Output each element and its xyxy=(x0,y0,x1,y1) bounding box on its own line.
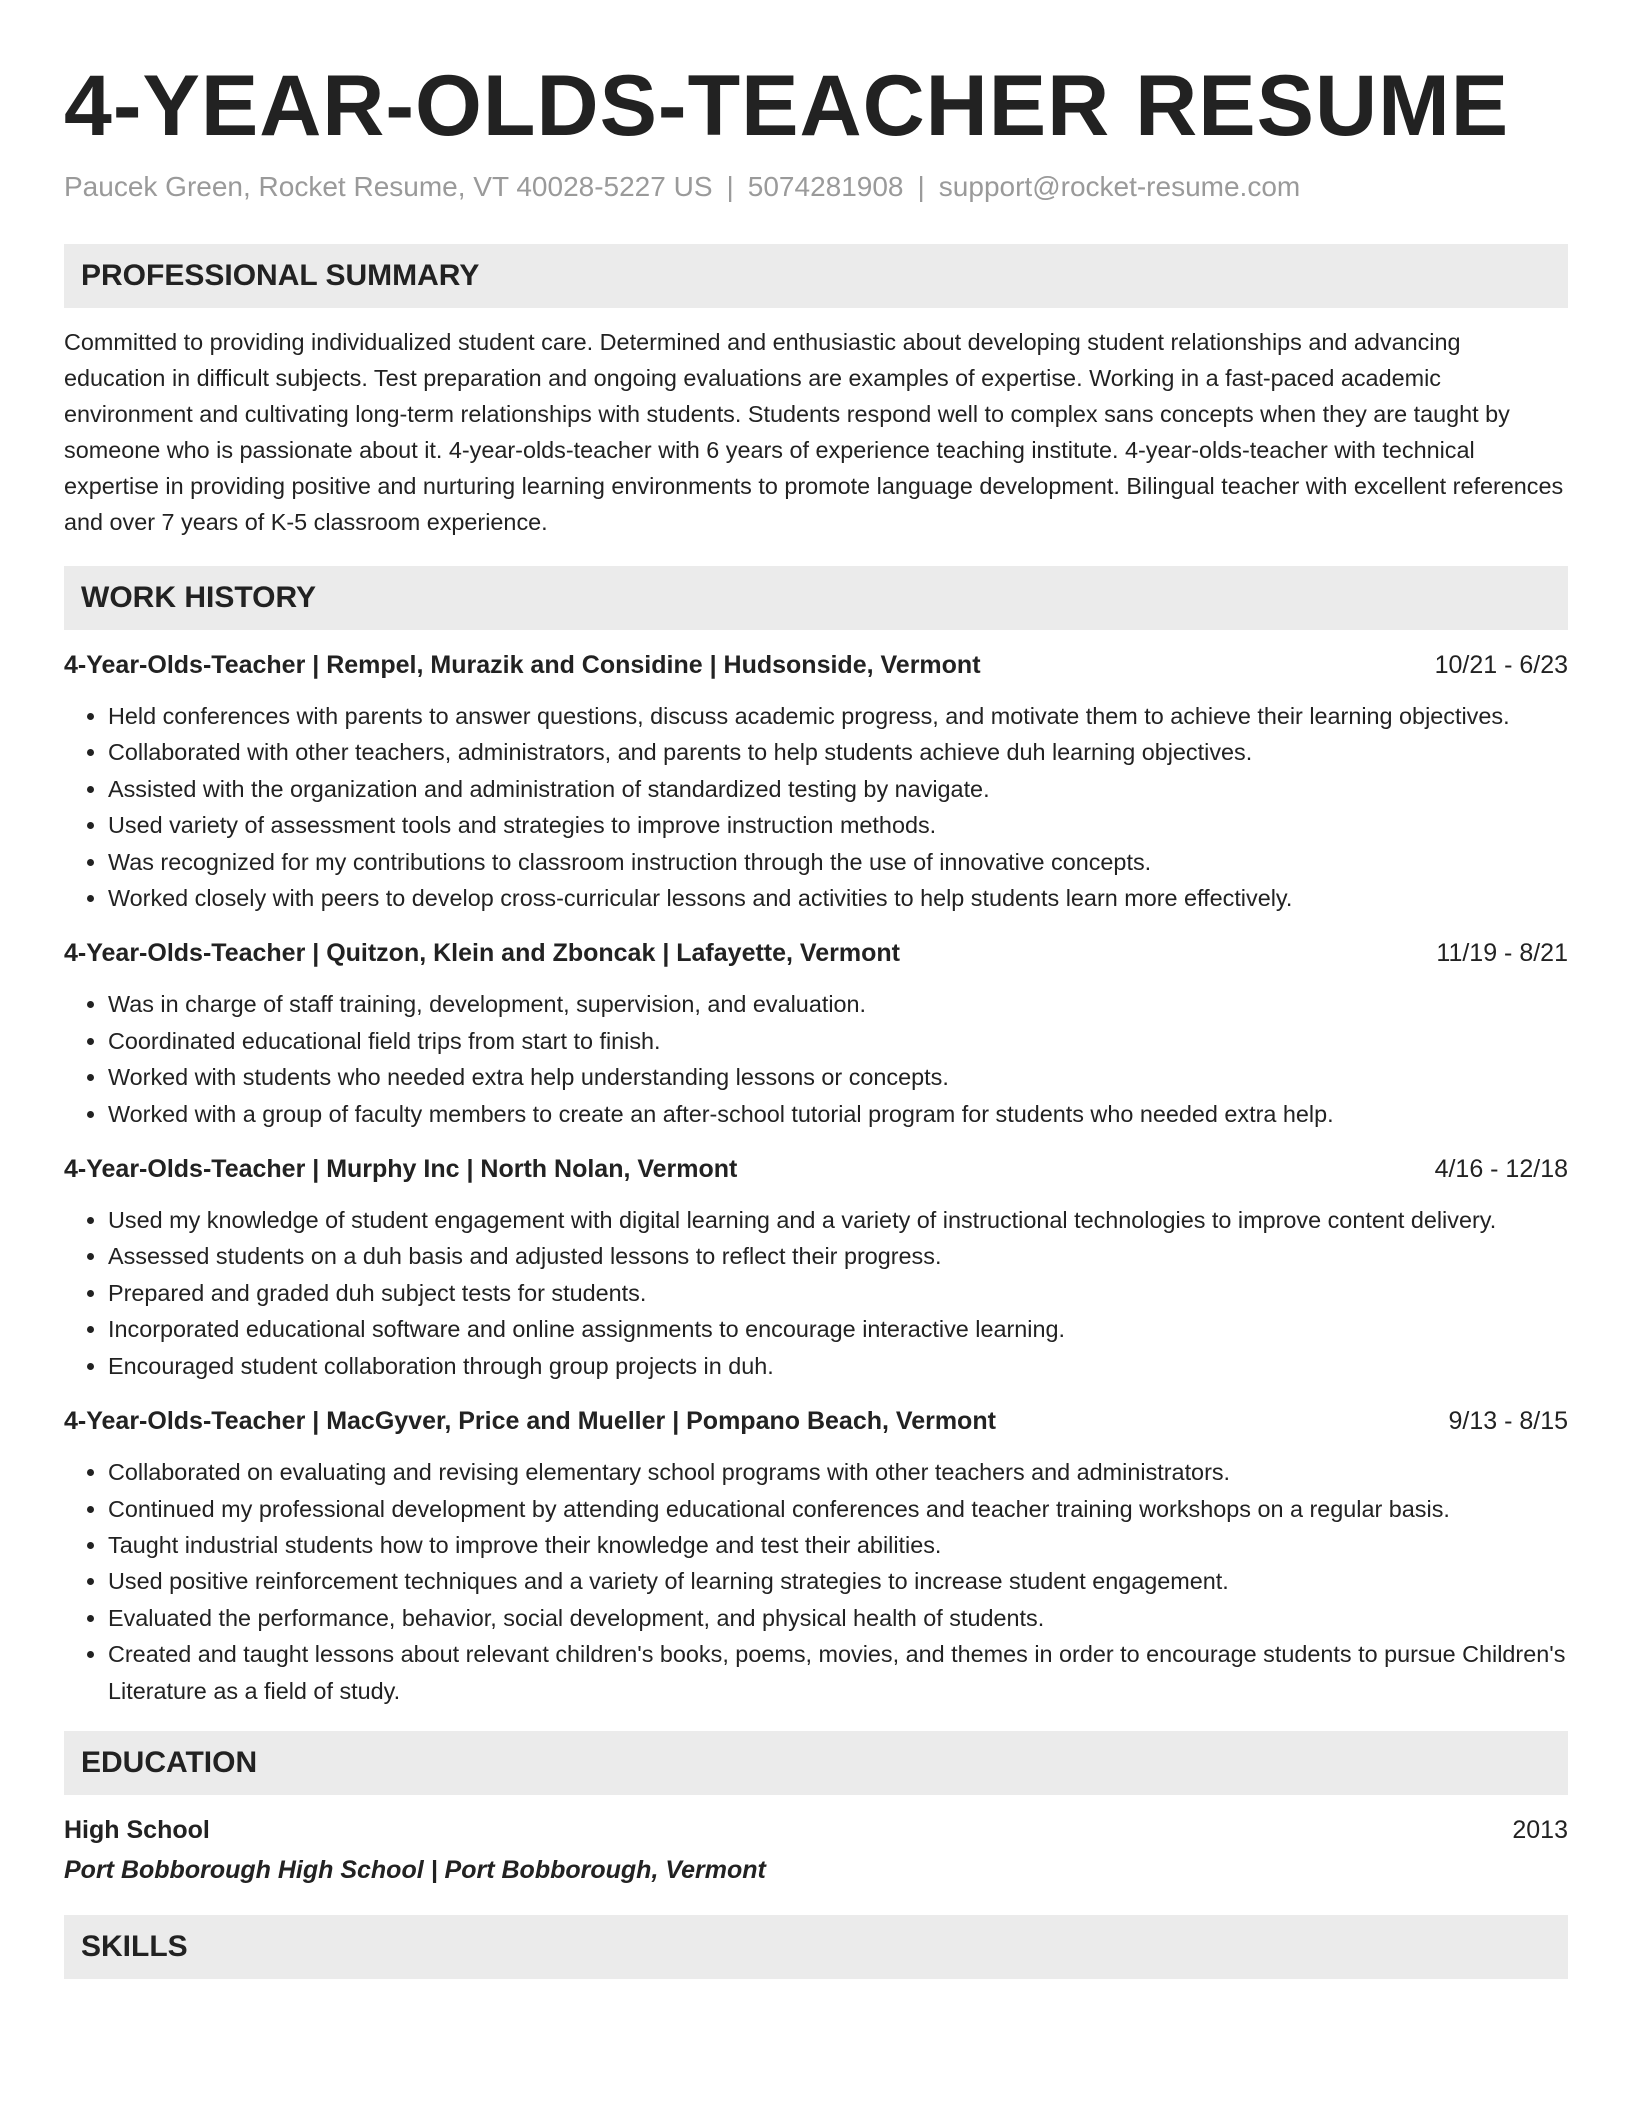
contact-phone: 5074281908 xyxy=(747,171,904,202)
bullet-item: • Continued my professional development by attending educational conferences and teacher training workshops on a regular basis. xyxy=(108,1491,1568,1527)
bullet-item: • Worked closely with peers to develop cross-curricular lessons and activities to help students learn more effectively. xyxy=(108,880,1568,916)
job-dates: 10/21 - 6/23 xyxy=(1434,651,1568,679)
bullet-item: • Taught industrial students how to improve their knowledge and test their abilities. xyxy=(108,1527,1568,1563)
bullet-item: • Incorporated educational software and online assignments to encourage interactive learning. xyxy=(108,1311,1568,1347)
bullet-item: • Collaborated on evaluating and revising elementary school programs with other teachers and administrators. xyxy=(108,1454,1568,1490)
education-year: 2013 xyxy=(1512,1815,1568,1844)
bullet-item: • Prepared and graded duh subject tests for students. xyxy=(108,1275,1568,1311)
job-title: 4-Year-Olds-Teacher | Quitzon, Klein and Zboncak | Lafayette, Vermont xyxy=(64,939,900,968)
bullet-item: • Was in charge of staff training, development, supervision, and evaluation. xyxy=(108,986,1568,1022)
bullet-item: • Was recognized for my contributions to classroom instruction through the use of innovative concepts. xyxy=(108,844,1568,880)
job-bullets xyxy=(64,1202,1568,1384)
section-heading: PROFESSIONAL SUMMARY xyxy=(81,259,480,292)
job-header xyxy=(64,936,1568,970)
contact-line xyxy=(64,170,1568,204)
bullet-item: • Worked with a group of faculty members to create an after-school tutorial program for students who needed extra help. xyxy=(108,1096,1568,1132)
contact-email: support@rocket-resume.com xyxy=(938,171,1301,202)
section-header-education xyxy=(64,1731,1568,1795)
contact-separator: | xyxy=(917,171,925,202)
resume-title: 4-YEAR-OLDS-TEACHER RESUME xyxy=(64,58,1510,154)
bullet-item: • Used variety of assessment tools and strategies to improve instruction methods. xyxy=(108,807,1568,843)
bullet-item: • Assisted with the organization and administration of standardized testing by navigate. xyxy=(108,771,1568,807)
section-heading: EDUCATION xyxy=(81,1745,258,1779)
job-entry xyxy=(64,648,1568,916)
section-heading: SKILLS xyxy=(81,1929,188,1963)
bullet-item: • Assessed students on a duh basis and adjusted lessons to reflect their progress. xyxy=(108,1238,1568,1274)
job-bullets xyxy=(64,1454,1568,1709)
job-bullets xyxy=(64,698,1568,916)
section-header-skills xyxy=(64,1915,1568,1979)
job-dates: 11/19 - 8/21 xyxy=(1436,939,1568,968)
bullet-item: • Used my knowledge of student engagement with digital learning and a variety of instructional technologies to improve content delivery. xyxy=(108,1202,1568,1238)
education-entry xyxy=(64,1813,1568,1887)
contact-address: Paucek Green, Rocket Resume, VT 40028-5227 US xyxy=(64,171,713,202)
job-header xyxy=(64,1404,1568,1438)
bullet-item: • Encouraged student collaboration through group projects in duh. xyxy=(108,1348,1568,1384)
bullet-item: • Collaborated with other teachers, administrators, and parents to help students achieve duh learning objectives. xyxy=(108,734,1568,770)
job-header xyxy=(64,1152,1568,1186)
job-title: 4-Year-Olds-Teacher | MacGyver, Price and Mueller | Pompano Beach, Vermont xyxy=(64,1407,996,1436)
job-title: 4-Year-Olds-Teacher | Rempel, Murazik and Considine | Hudsonside, Vermont xyxy=(64,651,981,679)
bullet-item: • Created and taught lessons about relevant children's books, poems, movies, and themes in order to encourage students to pursue Children's Literature as a field of study. xyxy=(108,1636,1568,1709)
job-entry xyxy=(64,1152,1568,1384)
bullet-item: • Used positive reinforcement techniques and a variety of learning strategies to increase student engagement. xyxy=(108,1563,1568,1599)
contact-separator: | xyxy=(726,171,734,202)
job-header xyxy=(64,648,1568,682)
bullet-item: • Worked with students who needed extra help understanding lessons or concepts. xyxy=(108,1059,1568,1095)
summary-text: Committed to providing individualized student care. Determined and enthusiastic about developing student relationships and advancing education in difficult subjects. Test preparation and ongoing evaluations are examples of expertise. Working in a fast-paced academic environment and cultivating long-term relationships with students. Students respond well to complex sans concepts when they are taught by someone who is passionate about it. 4-year-olds-teacher with 6 years of experience teaching institute. 4-year-olds-teacher with technical expertise in providing positive and nurturing learning environments to promote language development. Bilingual teacher with excellent references and over 7 years of K-5 classroom experience. xyxy=(64,329,1564,535)
bullet-item: • Evaluated the performance, behavior, social development, and physical health of students. xyxy=(108,1600,1568,1636)
job-dates: 9/13 - 8/15 xyxy=(1448,1407,1568,1436)
education-school: Port Bobborough High School | Port Bobborough, Vermont xyxy=(64,1855,766,1884)
section-header-summary xyxy=(64,244,1568,308)
section-header-work-history xyxy=(64,566,1568,630)
job-bullets xyxy=(64,986,1568,1132)
bullet-item: • Held conferences with parents to answer questions, discuss academic progress, and motivate them to achieve their learning objectives. xyxy=(108,698,1568,734)
job-entry xyxy=(64,936,1568,1132)
job-title: 4-Year-Olds-Teacher | Murphy Inc | North Nolan, Vermont xyxy=(64,1155,738,1184)
job-dates: 4/16 - 12/18 xyxy=(1434,1155,1568,1184)
education-degree: High School xyxy=(64,1815,210,1844)
job-entry xyxy=(64,1404,1568,1709)
education-header xyxy=(64,1813,1568,1847)
bullet-item: • Coordinated educational field trips from start to finish. xyxy=(108,1023,1568,1059)
section-heading: WORK HISTORY xyxy=(81,581,317,614)
